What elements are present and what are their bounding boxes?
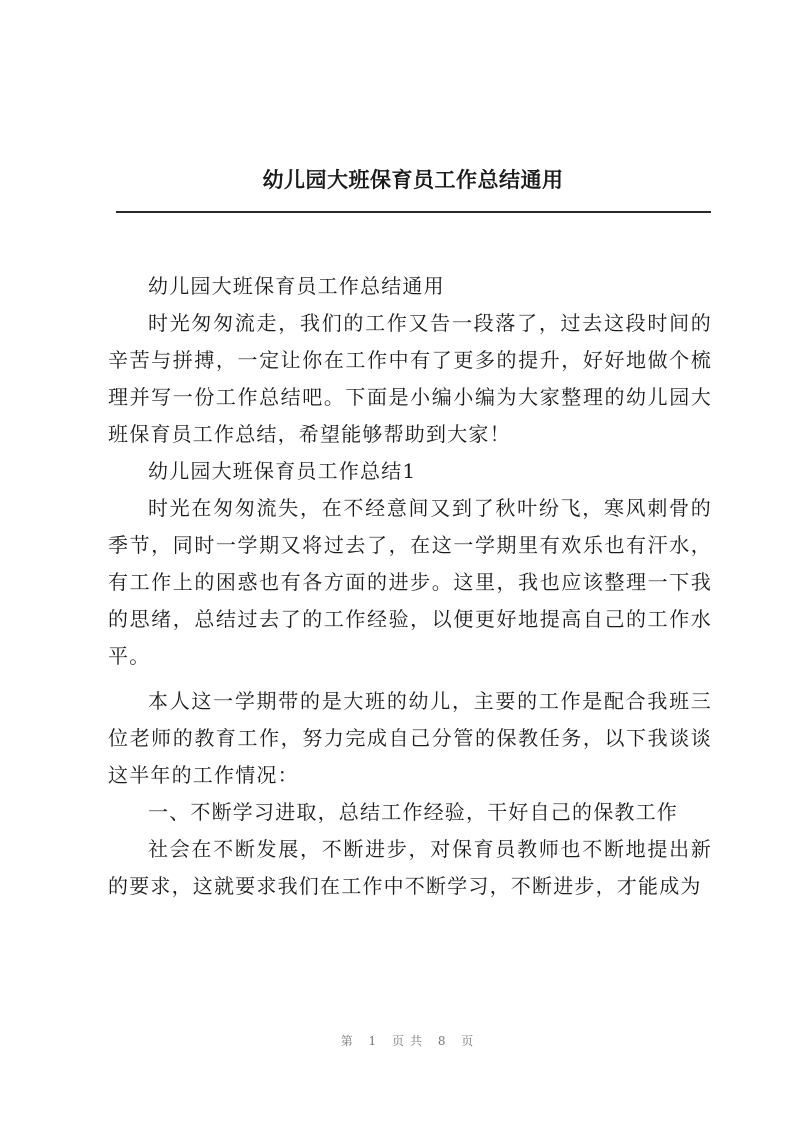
page-title: 幼儿园大班保育员工作总结通用 [262,168,564,192]
document-body [108,268,712,905]
paragraph-subtitle: 幼儿园大班保育员工作总结通用 [148,274,445,298]
paragraph-body: 时光在匆匆流失，在不经意间又到了秋叶纷飞，寒风刺骨的季节，同时一学期又将过去了，在这一学期里有欢乐也有汗水，有工作上的困惑也有各方面的进步。这里，我也应该整理一下我的思绪，总结过去了的工作经验，以便更好地提高自己的工作水平。 [108,496,712,668]
paragraph-body: 本人这一学期带的是大班的幼儿，主要的工作是配合我班三位老师的教育工作，努力完成自己分管的保教任务，以下我谈谈这半年的工作情况： [108,689,712,787]
paragraph-intro: 时光匆匆流走，我们的工作又告一段落了，过去这段时间的辛苦与拼搏，一定让你在工作中有了更多的提升，好好地做个梳理并写一份工作总结吧。下面是小编小编为大家整理的幼儿园大班保育员工作总结，希望能够帮助到大家！ [108,311,712,446]
paragraph-heading-one: 一、不断学习进取，总结工作经验，干好自己的保教工作 [148,800,678,824]
title-divider [116,211,711,213]
paragraph-section-heading: 幼儿园大班保育员工作总结1 [148,459,417,483]
page-number-footer: 第 1 页共 8 页 [340,1034,480,1048]
paragraph-body: 社会在不断发展，不断进步，对保育员教师也不断地提出新的要求，这就要求我们在工作中不断学习，不断进步，才能成为 [108,837,712,898]
